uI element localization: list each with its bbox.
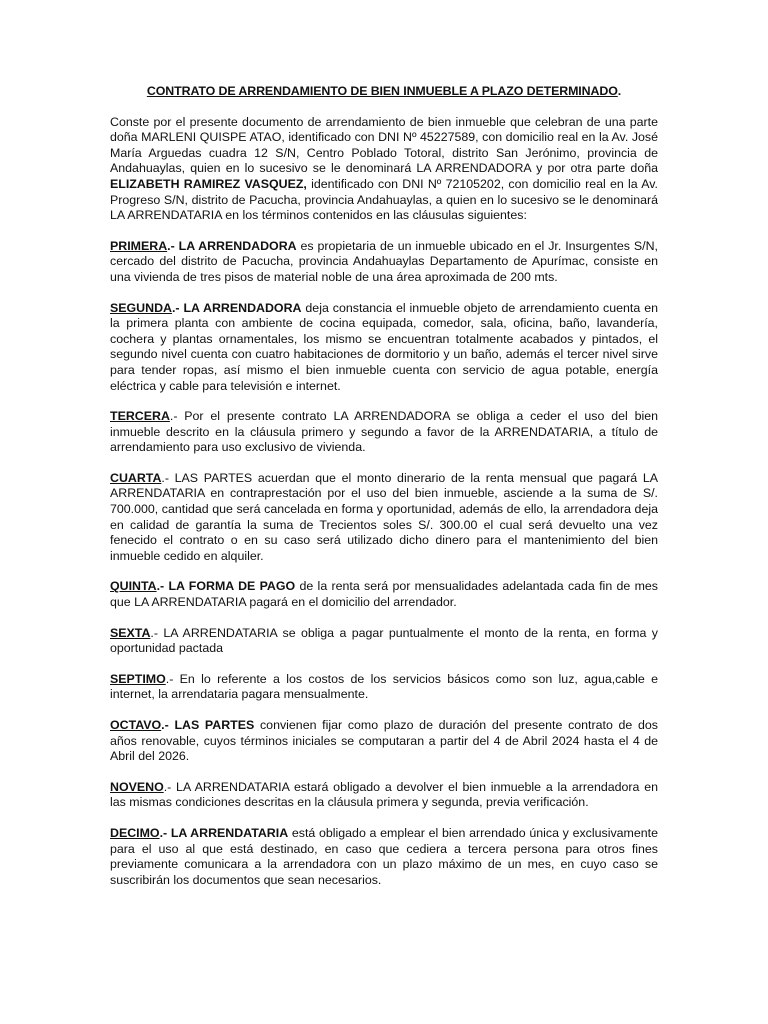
clause-text: está obligado a emplear el bien arrendado única y exclusivamente para el uso al que está destinado, en caso que cediera a tercera persona para otros fines previamente comunicara a la arrendadora con un plazo máximo de un mes, en cuyo caso se suscribirán los documentos que sean necesarios. — [110, 825, 658, 887]
clause-label: SEXTA — [110, 625, 151, 640]
clause-text: .- LA ARRENDATARIA estará obligado a devolver el bien inmueble a la arrendadora en las mismas condiciones descritas en la cláusula primera y segunda, previa verificación. — [110, 779, 658, 810]
tenant-name: ELIZABETH RAMIREZ VASQUEZ, — [110, 176, 307, 191]
clause-label: SEGUNDA — [110, 300, 172, 315]
clause-text: deja constancia el inmueble objeto de arrendamiento cuenta en la primera planta con ambiente de cocina equipada, comedor, sala, oficina, baño, lavandería, cochera y plantas ornamentales, los mismo se encuentran totalmente acabados y pintados, el segundo nivel cuenta con cuatro habitaciones de dormitorio y un baño, además el tercer nivel sirve para tender ropas, así mismo el bien inmueble cuenta con servicio de agua potable, energía eléctrica y cable para televisión e internet. — [110, 300, 658, 393]
clause-noveno — [110, 780, 658, 811]
document-page — [110, 84, 658, 903]
clause-segunda — [110, 301, 658, 395]
clause-text: de la renta será por mensualidades adelantada cada fin de mes que LA ARRENDATARIA pagará en el domicilio del arrendador. — [110, 579, 658, 610]
clause-lead: .- LA ARRENDADORA — [171, 300, 302, 315]
clause-cuarta — [110, 471, 658, 565]
clause-tercera — [110, 409, 658, 456]
clause-label: OCTAVO — [110, 718, 162, 732]
clause-lead: .- LA FORMA DE PAGO — [156, 579, 296, 594]
document-title — [110, 84, 658, 100]
clause-primera — [110, 239, 658, 286]
intro-paragraph — [110, 115, 658, 224]
clause-text: convienen fijar como plazo de duración del presente contrato de dos años renovable, cuyos términos iniciales se computaran a partir del 4 de Abril 2024 hasta el 4 de Abril del 2026. — [110, 718, 659, 764]
clause-label: PRIMERA — [110, 238, 168, 253]
clause-label: NOVENO — [110, 779, 164, 794]
clause-quinta — [110, 579, 658, 610]
clause-septimo — [110, 672, 658, 703]
clause-octavo — [110, 718, 658, 765]
clause-label: DECIMO — [110, 825, 160, 840]
clause-decimo — [110, 826, 658, 888]
title-text: CONTRATO DE ARRENDAMIENTO DE BIEN INMUEBLE A PLAZO DETERMINADO — [146, 84, 618, 98]
clause-text: es propietaria de un inmueble ubicado en el Jr. Insurgentes S/N, cercado del distrito de Pacucha, provincia Andahuaylas Departamento de Apurímac, consiste en una vivienda de tres pisos de material noble de una área aproximada de 200 mts. — [110, 238, 658, 284]
clause-label: QUINTA — [110, 579, 157, 594]
clause-sexta — [110, 626, 658, 657]
intro-text-1: Conste por el presente documento de arrendamiento de bien inmueble que celebran de una parte doña MARLENI QUISPE ATAO, identificado con DNI Nº 45227589, con domicilio real en la Av. José María Arguedas cuadra 12 S/N, Centro Poblado Totoral, distrito San Jerónimo, provincia de Andahuaylas, quien en lo sucesivo se le denominará LA ARRENDADORA y por otra parte doña — [110, 114, 658, 176]
clause-text: .- En lo referente a los costos de los servicios básicos como son luz, agua,cable e internet, la arrendataria pagara mensualmente. — [110, 671, 658, 702]
clause-text: .- LAS PARTES acuerdan que el monto dinerario de la renta mensual que pagará LA ARRENDATARIA en contraprestación por el uso del bien inmueble, asciende a la suma de S/. 700.000, cantidad que será cancelada en forma y oportunidad, además de ello, la arrendadora deja en calidad de garantía la suma de Trecientos soles S/. 300.00 el cual será devuelto una vez fenecido el contrato o en su caso será utilizado dicho dinero para el mantenimiento del bien inmueble cedido en alquiler. — [110, 470, 658, 563]
clause-lead: .- LAS PARTES — [161, 718, 255, 732]
clause-lead: .- LA ARRENDATARIA — [159, 825, 289, 840]
clause-label: CUARTA — [110, 470, 162, 485]
clause-label: TERCERA — [110, 409, 170, 424]
clause-lead: .- LA ARRENDADORA — [167, 238, 297, 253]
title-period: . — [617, 84, 622, 98]
clause-text: .- Por el presente contrato LA ARRENDADORA se obliga a ceder el uso del bien inmueble descrito en la cláusula primero y segundo a favor de la ARRENDATARIA, a título de arrendamiento para uso exclusivo de vivienda. — [110, 409, 658, 455]
clause-label: SEPTIMO — [110, 671, 166, 686]
clause-text: .- LA ARRENDATARIA se obliga a pagar puntualmente el monto de la renta, en forma y oportunidad pactada — [110, 625, 658, 656]
intro-text-2: identificado con DNI Nº 72105202, con domicilio real en la Av. Progreso S/N, distrito de Pacucha, provincia Andahuaylas, a quien en lo sucesivo se le denominará LA ARRENDATARIA en los términos contenidos en las cláusulas siguientes: — [110, 176, 658, 223]
